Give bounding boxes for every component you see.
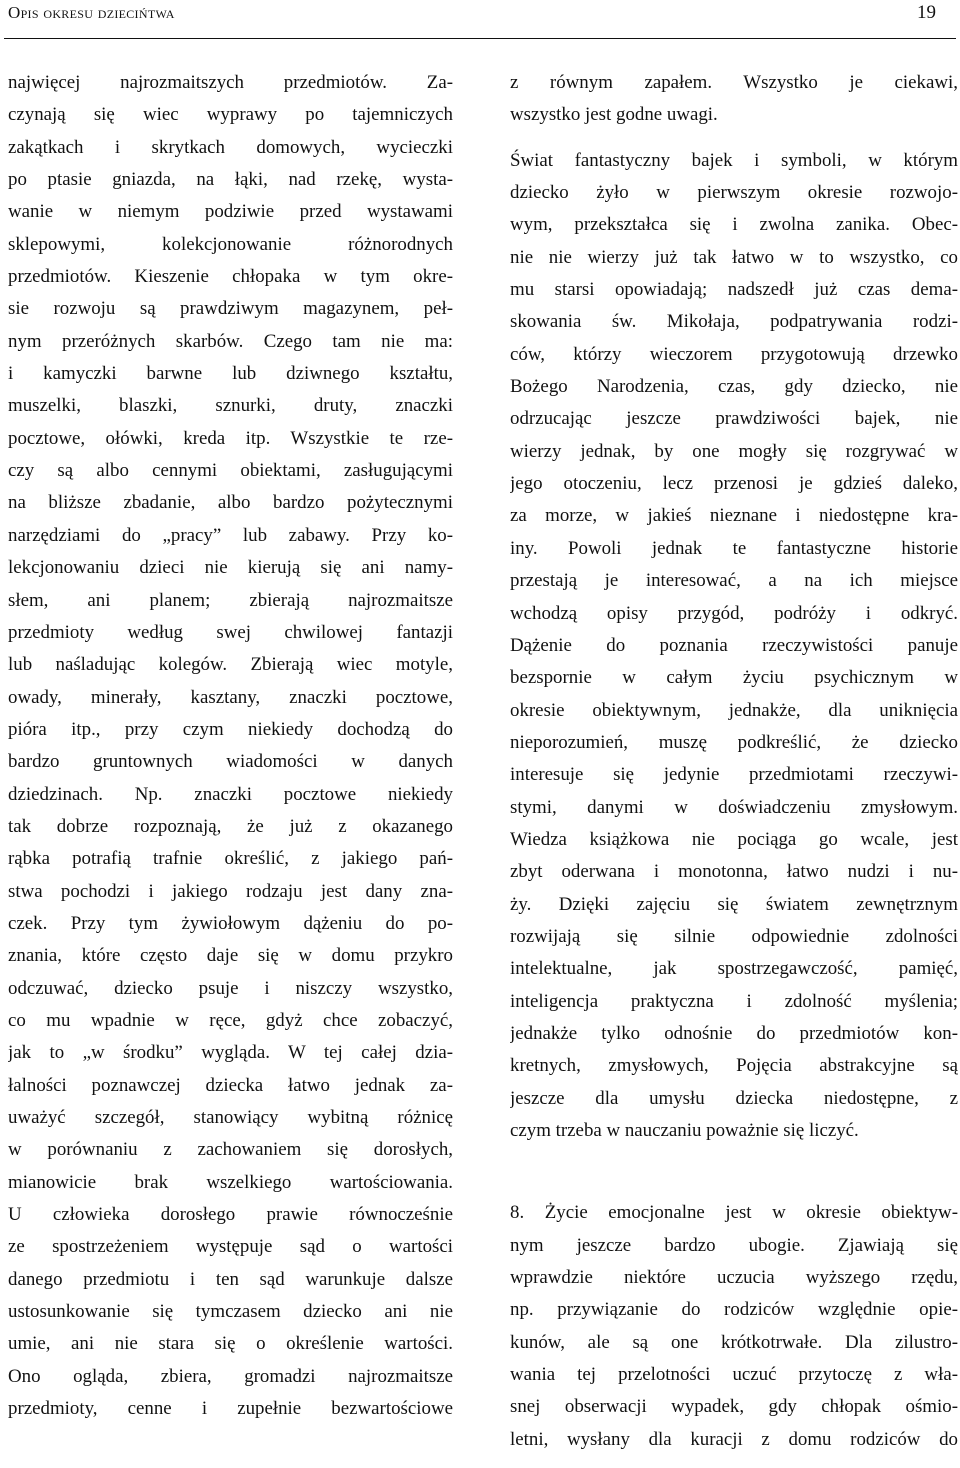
running-header — [4, 0, 956, 39]
text-line: lekcjonowaniu dzieci nie kierują się ani namy- — [8, 557, 453, 579]
text-line: odczuwać, dziecko psuje i niszczy wszystko, — [8, 977, 453, 999]
text-line: co mu wpadnie w ręce, gdyż chce zobaczyć, — [8, 1009, 453, 1031]
text-line: Ono ogląda, zbiera, gromadzi najrozmaitsze — [8, 1365, 453, 1387]
text-line: Bożego Narodzenia, czas, gdy dziecko, nie — [510, 376, 958, 398]
text-line: owady, minerały, kasztany, znaczki pocztowe, — [8, 686, 453, 708]
text-line: rozwijają się silnie odpowiednie zdolności — [510, 925, 958, 947]
text-line: jego otoczeniu, lecz przenosi je gdzieś daleko, — [510, 473, 958, 495]
text-line: ustosunkowanie się tymczasem dziecko ani nie — [8, 1301, 453, 1323]
text-line: snej obserwacji wypadek, gdy chłopak ośmio- — [510, 1396, 958, 1418]
paragraph — [510, 145, 958, 1148]
text-line: za morze, w jakieś nieznane i niedostępne kra- — [510, 505, 958, 527]
text-line: nym jeszcze bardzo ubogie. Zjawiają się — [510, 1234, 958, 1256]
text-line: nie nie wierzy już tak łatwo w to wszystko, co — [510, 246, 958, 268]
text-line: na bliższe zbadanie, albo bardzo pożytecznymi — [8, 492, 453, 514]
text-line: umie, ani nie stara się o określenie wartości. — [8, 1333, 453, 1355]
paragraph-gap — [510, 1147, 958, 1197]
text-line: odrzucając jeszcze prawdziwości bajek, nie — [510, 408, 958, 430]
text-line: zbyt oderwana i monotonna, łatwo nudzi i nu- — [510, 861, 958, 883]
text-line: zakątkach i skrytkach domowych, wycieczki — [8, 136, 453, 158]
text-line: stymi, danymi w doświadczeniu zmysłowym. — [510, 796, 958, 818]
text-line: skowania św. Mikołaja, podpatrywania rodzi- — [510, 311, 958, 333]
text-line: U człowieka dorosłego prawie równocześnie — [8, 1204, 453, 1226]
text-line: czym trzeba w nauczaniu poważnie się liczyć. — [510, 1120, 859, 1141]
text-line: rąbka potrafią trafnie określić, z jakiego pań- — [8, 848, 453, 870]
paragraph-gap — [510, 132, 958, 145]
text-line: mu starsi opowiadają; nadszedł już czas dema- — [510, 279, 958, 301]
text-line: Świat fantastyczny bajek i symboli, w którym — [510, 149, 958, 171]
text-line: słem, ani planem; zbierają najrozmaitsze — [8, 589, 453, 611]
text-line: jednakże tylko odnośnie do przedmiotów kon- — [510, 1022, 958, 1044]
text-line: inteligencja praktyczna i zdolność myślenia; — [510, 990, 958, 1012]
text-line: ze spostrzeżeniem występuje sąd o wartości — [8, 1236, 453, 1258]
text-line: jak to „w środku” wygląda. W tej całej dzia- — [8, 1042, 453, 1064]
text-line: lub naśladując kolegów. Zbierają wiec motyle, — [8, 654, 453, 676]
chapter-title: Opis okresu dziecińtwa — [8, 3, 175, 22]
text-line: okresie obiektywnym, jednakże, dla uniknięcia — [510, 699, 958, 721]
text-line: mianowicie brak wszelkiego wartościowania. — [8, 1171, 453, 1193]
text-line: wanie w niemym podziwie przed wystawami — [8, 201, 453, 223]
text-line: wym, przekształca się i zwolna zanika. Obec- — [510, 214, 958, 236]
text-line: kretnych, zmysłowych, Pojęcia abstrakcyjne są — [510, 1055, 958, 1077]
text-line: pióra itp., przy czym niekiedy dochodzą do — [8, 718, 453, 740]
text-line: łalności poznawczej dziecka łatwo jednak za- — [8, 1074, 453, 1096]
text-line: stwa pochodzi i jakiego rodzaju jest dany zna- — [8, 880, 453, 902]
text-line: interesuje się jedynie przedmiotami rzeczywi- — [510, 764, 958, 786]
right-column — [510, 67, 958, 1456]
text-line: najwięcej najrozmaitszych przedmiotów. Za- — [8, 72, 453, 93]
paragraph — [510, 1197, 958, 1456]
text-line: nieporozumień, muszę podkreślić, że dziecko — [510, 731, 958, 753]
text-line: wszystko jest godne uwagi. — [510, 104, 718, 126]
text-line: jeszcze dla umysłu dziecka niedostępne, z — [510, 1087, 958, 1109]
text-line: przedmioty, cenne i zupełnie bezwartościowe — [8, 1398, 453, 1420]
text-line: iny. Powoli jednak te fantastyczne historie — [510, 537, 958, 559]
text-line: przestają je interesować, a na ich miejsce — [510, 570, 958, 592]
paragraph — [510, 67, 958, 132]
text-line: narzędziami do „pracy” lub zabawy. Przy ko- — [8, 524, 453, 546]
text-line: ców, którzy wieczorem przygotowują drzewko — [510, 343, 958, 365]
text-line: wania tej przelotności uczuć przytoczę z wła- — [510, 1364, 958, 1386]
text-line: ży. Dzięki zajęciu się światem zewnętrznym — [510, 893, 958, 915]
text-line: dziedzinach. Np. znaczki pocztowe niekiedy — [8, 783, 453, 805]
text-line: danego przedmiotu i ten sąd warunkuje dalsze — [8, 1268, 453, 1290]
text-line: po ptasie gniazda, na łąki, nad rzekę, wysta- — [8, 169, 453, 191]
text-line: uważyć szczegół, stanowiący wybitną różnicę — [8, 1107, 453, 1128]
text-line: intelektualne, jak spostrzegawczość, pamięć, — [510, 958, 958, 980]
text-line: Wiedza książkowa nie pociąga go wcale, jest — [510, 828, 958, 850]
left-column — [8, 67, 453, 1425]
text-line: czynają się wiec wyprawy po tajemniczych — [8, 104, 453, 126]
text-line: letni, wysłany dla kuracji z domu rodziców do — [510, 1428, 958, 1450]
text-line: znania, które często daje się w domu przykro — [8, 945, 453, 967]
text-line: i kamyczki barwne lub dziwnego kształtu, — [8, 363, 453, 385]
page-number: 19 — [917, 2, 936, 23]
text-line: muszelki, blaszki, sznurki, druty, znaczki — [8, 395, 453, 417]
text-line: z równym zapałem. Wszystko je ciekawi, — [510, 72, 958, 93]
text-line: bardzo gruntownych wiadomości w danych — [8, 751, 453, 773]
text-line: np. przywiązanie do rodziców względnie opie- — [510, 1299, 958, 1321]
text-line: przedmiotów. Kieszenie chłopaka w tym okre- — [8, 266, 453, 288]
text-line: wprawdzie niektóre uczucia wyższego rzędu, — [510, 1267, 958, 1289]
text-line: tak dobrze rozpoznają, że już z okazanego — [8, 815, 453, 837]
text-line: kunów, ale są one krótkotrwałe. Dla zilustro- — [510, 1331, 958, 1353]
text-line: bezspornie w całym życiu psychicznym w — [510, 667, 958, 689]
text-line: nym przeróżnych skarbów. Czego tam nie ma: — [8, 330, 453, 352]
text-line: wchodzą opisy przygód, podróży i odkryć. — [510, 602, 958, 624]
text-line: czy są albo cennymi obiektami, zasługującymi — [8, 460, 453, 482]
text-line: wierzy jednak, by one mogły się rozgrywać w — [510, 440, 958, 462]
text-line: Dążenie do poznania rzeczywistości panuje — [510, 634, 958, 656]
text-line: sie rozwoju są prawdziwym magazynem, peł- — [8, 298, 453, 320]
text-line: czek. Przy tym żywiołowym dążeniu do po- — [8, 912, 453, 934]
text-line: w porównaniu z zachowaniem się dorosłych, — [8, 1139, 453, 1161]
text-line: 8. Życie emocjonalne jest w okresie obiektyw- — [510, 1202, 958, 1224]
text-line: przedmioty według swej chwilowej fantazji — [8, 621, 453, 643]
text-line: sklepowymi, kolekcjonowanie różnorodnych — [8, 233, 453, 255]
text-line: pocztowe, ołówki, kreda itp. Wszystkie te rze- — [8, 427, 453, 449]
text-line: dziecko żyło w pierwszym okresie rozwojo- — [510, 182, 958, 204]
